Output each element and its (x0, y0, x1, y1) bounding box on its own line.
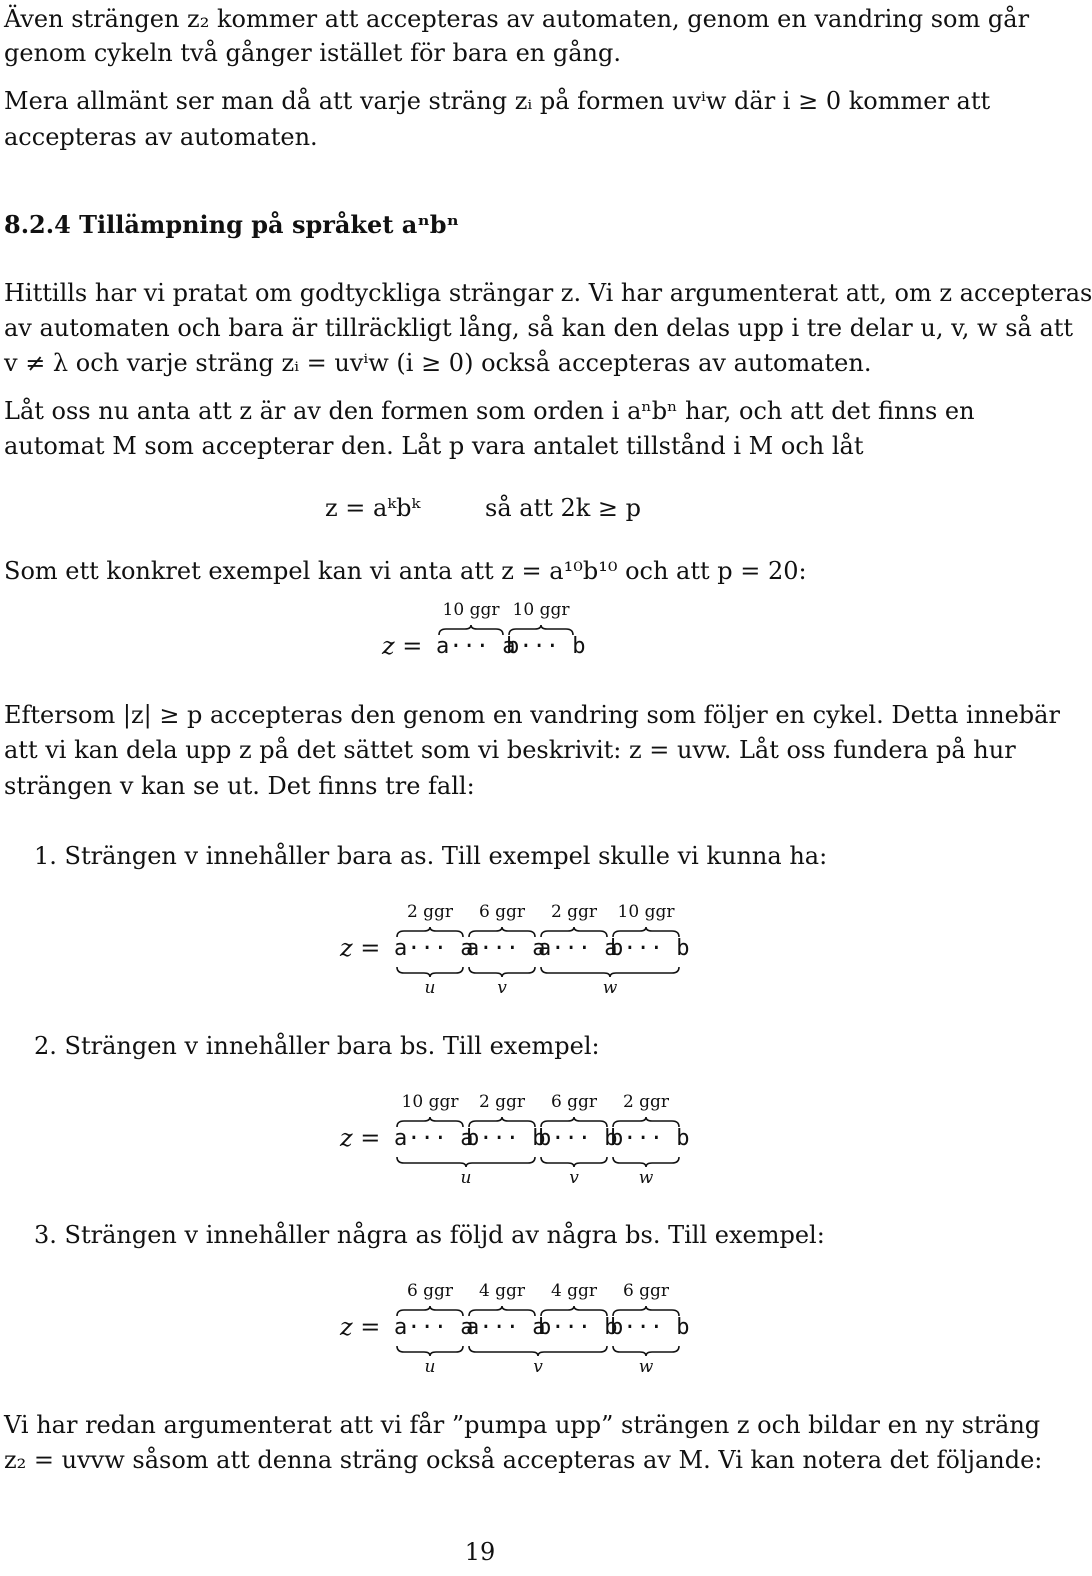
string-group: a··· a (394, 1315, 474, 1340)
text-line: accepteras av automaten. (4, 123, 318, 151)
text-line: z₂ = uvvw såsom att denna sträng också accepteras av M. Vi kan notera det följande: (4, 1446, 1043, 1474)
part-label: w (638, 1168, 654, 1188)
part-label: w (638, 1357, 654, 1377)
overbrace (540, 1116, 608, 1128)
group-count-label: 6 ggr (622, 1281, 670, 1301)
text-line: strängen v kan se ut. Det finns tre fall: (4, 772, 475, 800)
part-label: u (424, 978, 436, 998)
page-number: 19 (464, 1538, 496, 1566)
overbrace (438, 624, 504, 636)
underbrace (396, 1156, 536, 1168)
part-label: v (497, 978, 507, 998)
part-label: u (424, 1357, 436, 1377)
equation-left: z = aᵏbᵏ (325, 494, 421, 522)
equation-right: så att 2k ≥ p (485, 494, 642, 522)
equation-prefix: z = (340, 1313, 381, 1341)
text-line: Eftersom |z| ≥ p accepteras den genom en vandring som följer en cykel. Detta innebär (4, 701, 1060, 729)
underbrace (612, 1156, 680, 1168)
string-group: b··· b (466, 1126, 546, 1151)
overbrace (396, 1305, 464, 1317)
overbrace (396, 926, 464, 938)
part-label: w (602, 978, 618, 998)
text-line: genom cykeln två gånger istället för bara en gång. (4, 39, 622, 67)
group-count-label: 2 ggr (622, 1092, 670, 1112)
case-2: 2. Strängen v innehåller bara bs. Till exempel: (34, 1032, 600, 1060)
string-group: b··· b (610, 1126, 690, 1151)
text-line: Även strängen z₂ kommer att accepteras av automaten, genom en vandring som går (4, 5, 1030, 33)
group-count-label: 2 ggr (406, 902, 454, 922)
text-line: Som ett konkret exempel kan vi anta att z = a¹⁰b¹⁰ och att p = 20: (4, 557, 807, 585)
text-line: Mera allmänt ser man då att varje sträng zᵢ på formen uvⁱw där i ≥ 0 kommer att (4, 87, 991, 115)
group-count-label: 4 ggr (550, 1281, 598, 1301)
section-heading: 8.2.4 Tillämpning på språket aⁿbⁿ (4, 210, 460, 239)
string-group: a··· a (436, 634, 516, 659)
text-line: Låt oss nu anta att z är av den formen som orden i aⁿbⁿ har, och att det finns en (4, 397, 975, 425)
group-count-label: 10 ggr (442, 600, 500, 620)
overbrace (612, 926, 680, 938)
part-label: v (533, 1357, 543, 1377)
group-count-label: 10 ggr (401, 1092, 459, 1112)
string-group: a··· a (394, 936, 474, 961)
equation-prefix: z = (340, 934, 381, 962)
group-count-label: 6 ggr (406, 1281, 454, 1301)
underbrace (540, 966, 680, 978)
text-line: att vi kan dela upp z på det sättet som vi beskrivit: z = uvw. Låt oss fundera på hur (4, 736, 1016, 764)
overbrace (508, 624, 574, 636)
case-3: 3. Strängen v innehåller några as följd av några bs. Till exempel: (34, 1221, 825, 1249)
string-group: b··· b (610, 936, 690, 961)
string-group: a··· a (466, 936, 546, 961)
text-line: automat M som accepterar den. Låt p vara antalet tillstånd i M och låt (4, 432, 864, 460)
underbrace (396, 966, 464, 978)
group-count-label: 10 ggr (512, 600, 570, 620)
underbrace (396, 1345, 464, 1357)
overbrace (540, 926, 608, 938)
underbrace (612, 1345, 680, 1357)
overbrace (468, 926, 536, 938)
equation-prefix: z = (340, 1124, 381, 1152)
string-group: a··· a (466, 1315, 546, 1340)
group-count-label: 2 ggr (550, 902, 598, 922)
overbrace (612, 1116, 680, 1128)
overbrace (468, 1305, 536, 1317)
group-count-label: 4 ggr (478, 1281, 526, 1301)
group-count-label: 2 ggr (478, 1092, 526, 1112)
string-group: b··· b (538, 1126, 618, 1151)
case-1: 1. Strängen v innehåller bara as. Till exempel skulle vi kunna ha: (34, 842, 828, 870)
part-label: u (460, 1168, 472, 1188)
overbrace (540, 1305, 608, 1317)
string-group: b··· b (506, 634, 586, 659)
group-count-label: 6 ggr (478, 902, 526, 922)
part-label: v (569, 1168, 579, 1188)
group-count-label: 6 ggr (550, 1092, 598, 1112)
underbrace (468, 1345, 608, 1357)
text-line: Hittills har vi pratat om godtyckliga strängar z. Vi har argumenterat att, om z accepteras (4, 279, 1092, 307)
equation-prefix: z = (382, 632, 423, 660)
text-line: Vi har redan argumenterat att vi får ”pumpa upp” strängen z och bildar en ny sträng (4, 1411, 1041, 1439)
underbrace (540, 1156, 608, 1168)
overbrace (468, 1116, 536, 1128)
overbrace (612, 1305, 680, 1317)
string-group: b··· b (610, 1315, 690, 1340)
string-group: a··· a (538, 936, 618, 961)
text-line: v ≠ λ och varje sträng zᵢ = uvⁱw (i ≥ 0) också accepteras av automaten. (4, 349, 872, 377)
string-group: b··· b (538, 1315, 618, 1340)
underbrace (468, 966, 536, 978)
overbrace (396, 1116, 464, 1128)
text-line: av automaten och bara är tillräckligt lång, så kan den delas upp i tre delar u, v, w så att (4, 314, 1074, 342)
group-count-label: 10 ggr (617, 902, 675, 922)
string-group: a··· a (394, 1126, 474, 1151)
